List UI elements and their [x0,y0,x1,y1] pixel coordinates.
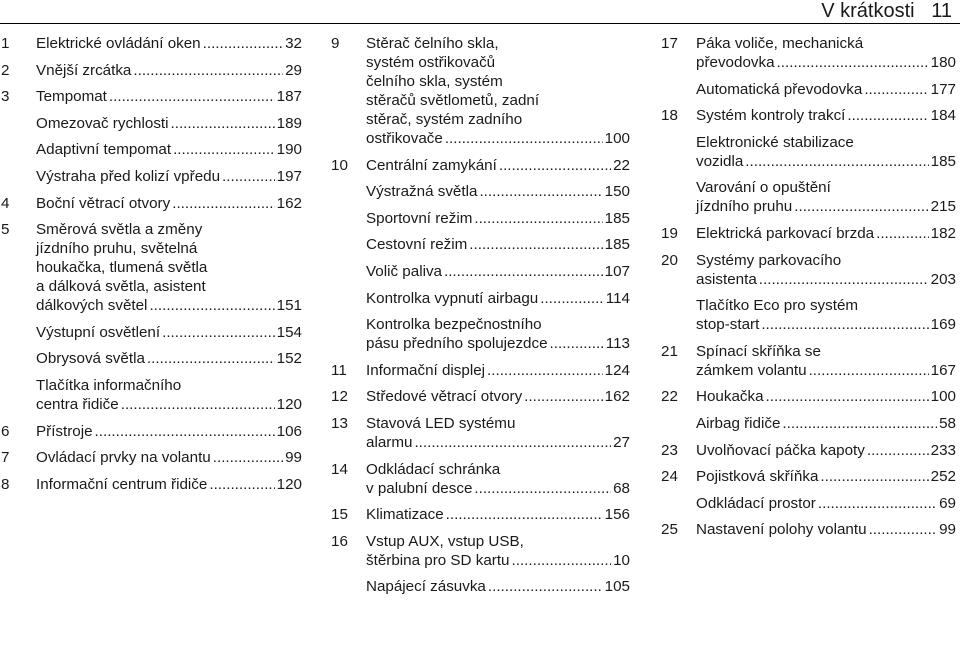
entry-number: 20 [661,251,678,269]
index-entry [0,87,302,106]
dot-leader [446,505,603,524]
index-entry [0,140,302,159]
entry-text: asistenta [696,270,757,288]
entry-text: houkačka, tlumená světla [36,259,208,277]
entry-page-ref[interactable]: 167 [930,361,956,379]
entry-number: 14 [331,460,348,478]
entry-text: Centrální zamykání [366,156,497,174]
entry-line [366,129,630,148]
entry-page-ref[interactable]: 182 [930,224,956,242]
entry-page-ref[interactable]: 22 [613,156,630,174]
entry-number: 18 [661,107,678,125]
entry-text: Stěrač čelního skla, [366,35,499,52]
dot-leader [474,209,602,228]
dot-leader [499,156,611,175]
index-entry [660,34,956,72]
entry-page-ref[interactable]: 156 [604,506,630,524]
dot-leader [162,323,275,342]
entry-text: Omezovač rychlosti [36,114,169,132]
entry-text: Spínací skříňka se [696,342,821,360]
entry-text: zámkem volantu [696,361,807,379]
entry-text: Výstraha před kolizí vpředu [36,167,221,185]
index-entry [330,289,630,308]
entry-line [366,262,630,281]
dot-leader [414,433,611,452]
entry-number: 11 [331,361,347,379]
entry-page-ref[interactable]: 185 [604,209,630,227]
dot-leader [444,262,603,281]
dot-leader [203,34,283,53]
entry-text: Odkládací schránka [366,460,501,478]
entry-line [366,577,630,596]
dot-leader [222,167,275,186]
entry-text: Sportovní režim [366,209,473,227]
entry-text: Houkačka [696,388,764,406]
entry-line [36,87,302,106]
entry-line [366,505,630,524]
index-entry [330,414,630,452]
entry-line [36,475,302,494]
entry-text: Elektronické stabilizace [696,133,854,151]
entry-page-ref[interactable]: 69 [939,494,956,512]
dot-leader [777,53,929,72]
entry-text: Elektrická parkovací brzda [696,224,875,242]
dot-leader [487,361,603,380]
entry-line [366,209,630,228]
entry-page-ref[interactable]: 189 [276,114,302,132]
entry-page-ref[interactable]: 162 [604,388,630,406]
entry-text: jízdního pruhu, světelná [36,240,198,258]
entry-number: 21 [661,342,678,360]
entry-line [696,387,956,406]
index-entry [330,182,630,201]
entry-line [36,258,302,277]
dot-leader [847,106,928,125]
index-entry [0,34,302,53]
entry-text: Výstupní osvětlení [36,323,161,341]
index-entry [0,220,302,315]
entry-text: Klimatizace [366,506,444,524]
entry-text: ostřikovače [366,130,443,147]
entry-number: 25 [661,521,678,539]
entry-text: Ovládací prvky na volantu [36,449,211,467]
entry-text: Směrová světla a změny [36,221,203,239]
dot-leader [474,479,611,498]
entry-text: Uvolňovací páčka kapoty [696,441,865,459]
entry-line [36,34,302,53]
entry-line [36,277,302,296]
entry-line [36,422,302,441]
dot-leader [147,349,275,368]
index-column-2 [330,34,630,604]
entry-number: 6 [1,422,10,440]
index-entry [660,467,956,486]
entry-page-ref[interactable]: 190 [276,141,302,159]
index-entry [330,315,630,353]
header-title [821,0,952,22]
entry-text: systém ostřikovačů [366,54,496,71]
dot-leader [540,289,604,308]
dot-leader [864,80,928,99]
index-entry [0,448,302,467]
index-entry [660,494,956,513]
index-entry [330,262,630,281]
entry-line [696,53,956,72]
dot-leader [512,551,612,570]
dot-leader [479,182,602,201]
entry-line [366,479,630,498]
entry-line [696,494,956,513]
entry-line [366,53,630,72]
entry-number: 24 [661,468,678,486]
dot-leader [95,422,275,441]
entry-text: Vnější zrcátka [36,61,132,79]
entry-text: Pojistková skříňka [696,468,819,486]
dot-leader [761,315,928,334]
index-entry [660,520,956,539]
dot-leader [759,270,929,289]
entry-text: Systém kontroly trakcí [696,107,846,125]
entry-page-ref[interactable]: 120 [276,475,302,493]
dot-leader [745,152,928,171]
entry-text: Volič paliva [366,262,442,280]
entry-line [36,140,302,159]
entry-number: 10 [331,156,348,174]
entry-number: 13 [331,414,348,432]
dot-leader [133,61,283,80]
entry-number: 1 [1,35,10,52]
dot-leader [173,140,275,159]
page-header [0,0,960,26]
entry-line [36,167,302,186]
entry-text: Středové větrací otvory [366,388,523,406]
dot-leader [818,494,937,513]
index-entry [660,224,956,243]
entry-page-ref[interactable]: 29 [285,61,302,79]
entry-page-ref[interactable]: 10 [613,551,630,569]
entry-line [366,289,630,308]
entry-text: Tlačítka informačního [36,376,182,394]
dot-leader [172,194,274,213]
entry-text: Tempomat [36,88,107,106]
index-entry [660,342,956,380]
dot-leader [809,361,929,380]
entry-line [36,376,302,395]
entry-text: jízdního pruhu [696,198,793,216]
entry-line [696,80,956,99]
entry-page-ref[interactable]: 100 [604,130,630,147]
entry-line [366,91,630,110]
entry-line [696,251,956,270]
dot-leader [445,129,603,148]
entry-line [696,270,956,289]
entry-text: vozidla [696,152,744,170]
entry-page-ref[interactable]: 162 [276,194,302,212]
entry-page-ref[interactable]: 187 [276,88,302,106]
entry-page-ref[interactable]: 151 [276,297,302,315]
dot-leader [794,197,928,216]
entry-text: Stavová LED systému [366,414,516,432]
entry-line [36,395,302,414]
entry-number: 5 [1,221,10,239]
entry-page-ref[interactable]: 68 [613,479,630,497]
entry-text: Airbag řidiče [696,414,781,432]
entry-line [366,34,630,53]
entry-number: 3 [1,88,10,106]
entry-text: a dálková světla, asistent [36,278,206,296]
index-entry [0,376,302,414]
entry-line [696,178,956,197]
entry-line [696,361,956,380]
entry-number: 22 [661,388,678,406]
index-entry [330,156,630,175]
entry-text: převodovka [696,54,775,71]
dot-leader [550,334,604,353]
entry-line [696,296,956,315]
entry-line [36,448,302,467]
dot-leader [820,467,928,486]
entry-page-ref[interactable]: 99 [939,521,956,539]
dot-leader [766,387,929,406]
index-entry [660,387,956,406]
dot-leader [149,296,274,315]
entry-line [696,197,956,216]
entry-page-ref[interactable]: 32 [285,35,302,52]
entry-page-ref[interactable]: 184 [930,107,956,125]
entry-page-ref[interactable]: 185 [604,236,630,254]
dot-leader [121,395,275,414]
entry-line [696,106,956,125]
entry-line [366,235,630,254]
entry-page-ref[interactable]: 152 [276,350,302,368]
entry-text: centra řidiče [36,395,119,413]
entry-line [366,387,630,406]
entry-page-ref[interactable]: 58 [939,414,956,432]
entry-text: Odkládací prostor [696,494,816,512]
entry-text: Vstup AUX, vstup USB, [366,532,524,550]
entry-text: čelního skla, systém [366,73,503,90]
entry-line [696,152,956,171]
index-entry [330,34,630,148]
entry-number: 19 [661,224,678,242]
header-rule [0,23,960,24]
entry-text: Systémy parkovacího [696,251,842,269]
entry-text: Nastavení polohy volantu [696,521,867,539]
entry-page-ref[interactable]: 177 [930,80,956,98]
entry-page-ref[interactable]: 215 [930,198,956,216]
entry-line [366,182,630,201]
index-column-1 [0,34,302,501]
index-entry [660,414,956,433]
entry-line [696,315,956,334]
entry-line [366,110,630,129]
entry-page-ref[interactable]: 114 [605,289,630,307]
entry-number: 4 [1,194,10,212]
index-entry [660,133,956,171]
entry-line [36,194,302,213]
entry-page-ref[interactable]: 105 [604,578,630,596]
entry-line [36,296,302,315]
entry-page-ref[interactable]: 100 [930,388,956,406]
entry-line [366,72,630,91]
index-entry [330,505,630,524]
entry-page-ref[interactable]: 106 [276,422,302,440]
entry-line [366,156,630,175]
entry-text: Automatická převodovka [696,80,863,98]
entry-line [696,133,956,152]
entry-text: dálkových světel [36,297,148,315]
index-entry [660,441,956,460]
index-entry [0,475,302,494]
dot-leader [213,448,283,467]
entry-line [696,467,956,486]
dot-leader [171,114,275,133]
entry-text: Tlačítko Eco pro systém [696,297,859,315]
entry-text: Boční větrací otvory [36,194,171,212]
entry-line [366,433,630,452]
index-entry [0,114,302,133]
index-entry [0,323,302,342]
entry-line [36,61,302,80]
entry-number: 16 [331,532,348,550]
dot-leader [488,577,603,596]
entry-number: 23 [661,441,678,459]
entry-number: 17 [661,35,678,52]
entry-line [696,342,956,361]
entry-page-ref[interactable]: 154 [276,323,302,341]
entry-text: Informační centrum řidiče [36,475,208,493]
section-title: V krátkosti [821,0,915,22]
dot-leader [782,414,937,433]
index-entry [660,178,956,216]
entry-text: v palubní desce [366,479,473,497]
entry-line [696,414,956,433]
index-entry [0,167,302,186]
entry-text: Kontrolka bezpečnostního [366,316,542,334]
dot-leader [524,387,602,406]
entry-page-ref[interactable]: 252 [930,468,956,486]
entry-page-ref[interactable]: 150 [604,183,630,201]
entry-text: Varování o opuštění [696,179,831,197]
entry-text: Elektrické ovládání oken [36,35,201,52]
entry-page-ref[interactable]: 113 [605,335,630,353]
index-entry [330,532,630,570]
entry-page-ref[interactable]: 180 [930,54,956,71]
entry-page-ref[interactable]: 185 [930,152,956,170]
index-entry [660,80,956,99]
entry-line [696,441,956,460]
entry-number: 2 [1,61,10,79]
entry-number: 15 [331,506,348,524]
dot-leader [109,87,275,106]
dot-leader [867,441,929,460]
entry-number: 8 [1,475,10,493]
entry-page-ref[interactable]: 203 [930,270,956,288]
entry-text: Cestovní režim [366,236,468,254]
entry-text: Kontrolka vypnutí airbagu [366,289,539,307]
entry-page-ref[interactable]: 107 [604,262,630,280]
dot-leader [469,235,602,254]
entry-text: stop-start [696,316,760,334]
entry-text: Páka voliče, mechanická [696,35,864,52]
entry-line [36,220,302,239]
index-entry [330,460,630,498]
index-entry [330,209,630,228]
index-entry [660,296,956,334]
entry-text: Obrysová světla [36,350,145,368]
entry-page-ref[interactable]: 233 [930,441,956,459]
index-entry [0,61,302,80]
entry-line [696,520,956,539]
entry-page-ref[interactable]: 124 [604,361,630,379]
entry-text: Informační displej [366,361,486,379]
entry-page-ref[interactable]: 197 [276,167,302,185]
index-entry [0,422,302,441]
index-entry [660,251,956,289]
index-entry [660,106,956,125]
index-entry [330,235,630,254]
entry-page-ref[interactable]: 99 [285,449,302,467]
entry-number: 9 [331,35,340,52]
entry-line [366,414,630,433]
entry-text: stěračů světlometů, zadní [366,92,540,109]
entry-page-ref[interactable]: 27 [613,433,630,451]
entry-text: Výstražná světla [366,183,478,201]
dot-leader [869,520,938,539]
entry-text: pásu předního spolujezdce [366,335,548,353]
entry-line [36,323,302,342]
entry-number: 7 [1,449,10,467]
index-entry [330,387,630,406]
entry-line [36,239,302,258]
index-entry [0,349,302,368]
entry-text: štěrbina pro SD kartu [366,551,510,569]
index-entry [0,194,302,213]
index-entry [330,361,630,380]
dot-leader [876,224,929,243]
entry-text: Napájecí zásuvka [366,578,486,596]
entry-line [366,460,630,479]
entry-line [366,334,630,353]
entry-line [696,224,956,243]
entry-line [36,114,302,133]
entry-line [366,532,630,551]
entry-line [366,315,630,334]
entry-line [366,551,630,570]
entry-line [696,34,956,53]
entry-text: stěrač, systém zadního [366,111,523,128]
index-entry [330,577,630,596]
entry-line [36,349,302,368]
entry-text: alarmu [366,433,413,451]
page-number: 11 [931,0,952,22]
entry-line [366,361,630,380]
entry-text: Přístroje [36,422,93,440]
index-column-3 [660,34,956,547]
dot-leader [209,475,274,494]
entry-number: 12 [331,388,348,406]
entry-page-ref[interactable]: 120 [276,395,302,413]
entry-page-ref[interactable]: 169 [930,316,956,334]
entry-text: Adaptivní tempomat [36,141,172,159]
